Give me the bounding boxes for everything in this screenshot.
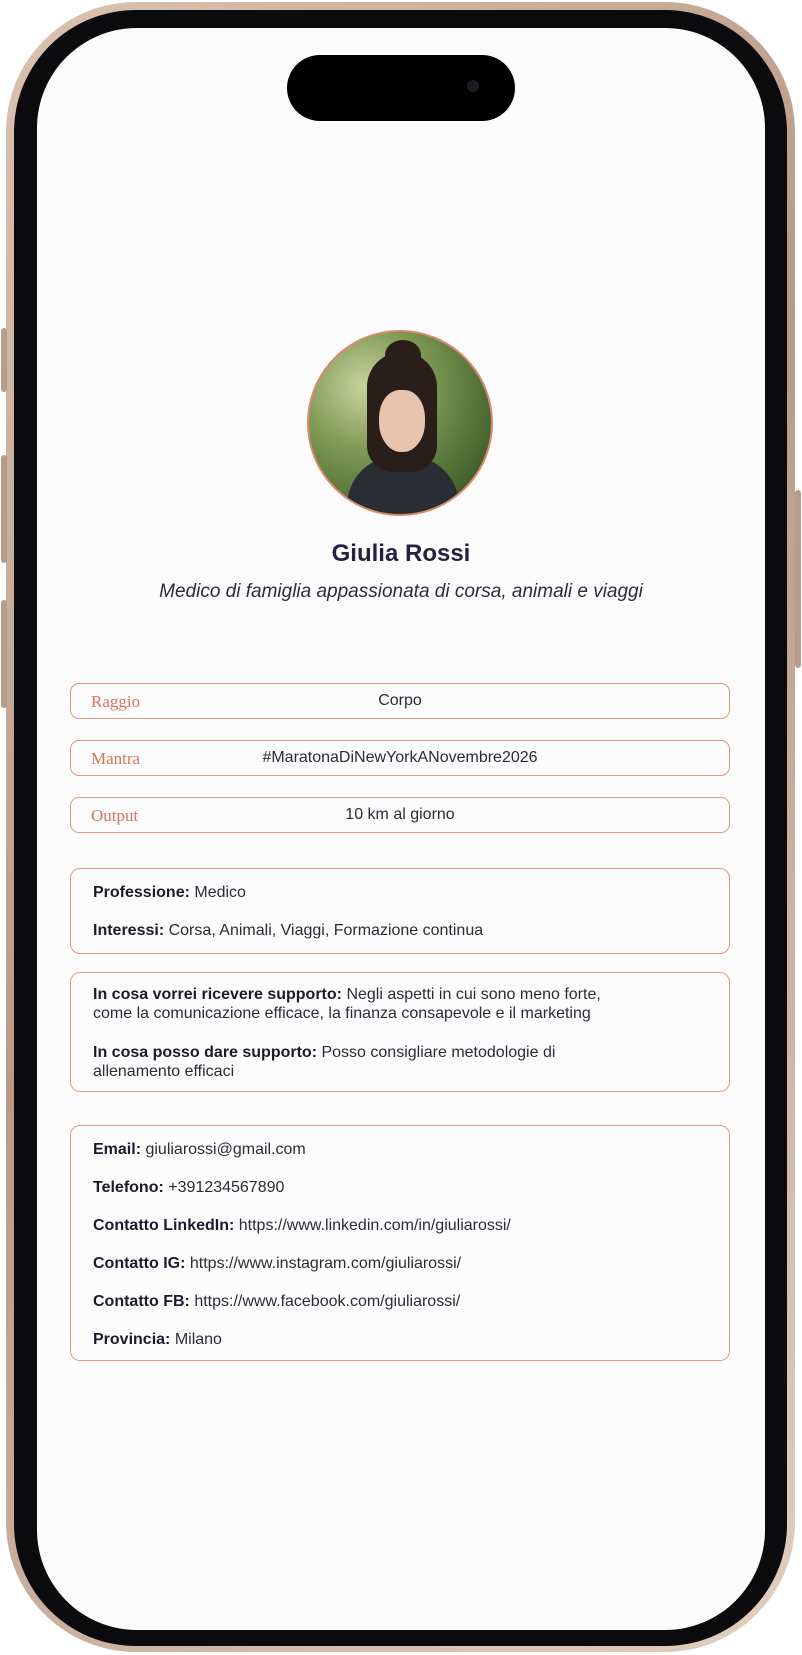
support-give-value: Posso consigliare metodologie di	[321, 1044, 556, 1061]
volume-down-button	[1, 600, 7, 708]
profession-label: Professione:	[93, 884, 190, 901]
contact-facebook	[93, 1292, 711, 1311]
highlight-value: #MaratonaDiNewYorkANovembre2026	[262, 749, 538, 766]
support-need-line	[93, 985, 711, 1023]
contact-email	[93, 1140, 711, 1159]
camera-icon	[467, 80, 479, 92]
contact-label: Contatto LinkedIn:	[93, 1217, 235, 1234]
support-need-label: In cosa vorrei ricevere supporto:	[93, 986, 342, 1003]
phone-link[interactable]: +391234567890	[168, 1179, 285, 1196]
highlight-row-raggio	[70, 683, 730, 719]
instagram-link[interactable]: https://www.instagram.com/giuliarossi/	[189, 1255, 462, 1272]
profile-tagline: Medico di famiglia appassionata di corsa, animali e viaggi	[159, 581, 643, 602]
contact-instagram	[93, 1254, 711, 1273]
power-button	[795, 490, 801, 668]
profession-line	[93, 883, 711, 902]
contact-phone	[93, 1178, 711, 1197]
dynamic-island	[287, 55, 515, 121]
contact-label: Telefono:	[93, 1179, 164, 1196]
highlight-label: Output	[91, 806, 139, 825]
contact-label: Contatto FB:	[93, 1293, 190, 1310]
contact-label: Provincia:	[93, 1331, 171, 1348]
support-card	[70, 972, 730, 1092]
silent-switch	[1, 328, 7, 392]
contacts-card	[70, 1125, 730, 1361]
province-value: Milano	[174, 1331, 222, 1348]
facebook-link[interactable]: https://www.facebook.com/giuliarossi/	[194, 1293, 461, 1310]
contact-label: Contatto IG:	[93, 1255, 186, 1272]
support-give-value-cont: allenamento efficaci	[93, 1063, 235, 1080]
linkedin-link[interactable]: https://www.linkedin.com/in/giuliarossi/	[238, 1217, 511, 1234]
avatar	[307, 330, 493, 516]
contact-label: Email:	[93, 1141, 142, 1158]
avatar-hair-bun	[385, 340, 421, 370]
highlight-label: Mantra	[91, 749, 141, 768]
interests-value: Corsa, Animali, Viaggi, Formazione continua	[168, 922, 484, 939]
highlight-value: 10 km al giorno	[345, 806, 455, 823]
contact-province	[93, 1330, 711, 1349]
highlight-row-output	[70, 797, 730, 833]
highlight-row-mantra	[70, 740, 730, 776]
contact-linkedin	[93, 1216, 711, 1235]
highlight-value: Corpo	[378, 692, 422, 709]
about-card	[70, 868, 730, 954]
interests-line	[93, 921, 711, 940]
email-link[interactable]: giuliarossi@gmail.com	[145, 1141, 306, 1158]
highlight-label: Raggio	[91, 692, 141, 711]
avatar-face	[379, 390, 425, 452]
support-give-line	[93, 1043, 711, 1081]
interests-label: Interessi:	[93, 922, 165, 939]
support-give-label: In cosa posso dare supporto:	[93, 1044, 318, 1061]
support-need-value: Negli aspetti in cui sono meno forte,	[346, 986, 601, 1003]
profession-value: Medico	[194, 884, 246, 901]
profile-name: Giulia Rossi	[331, 540, 471, 567]
support-need-value-cont: come la comunicazione efficace, la finanza consapevole e il marketing	[93, 1005, 591, 1022]
